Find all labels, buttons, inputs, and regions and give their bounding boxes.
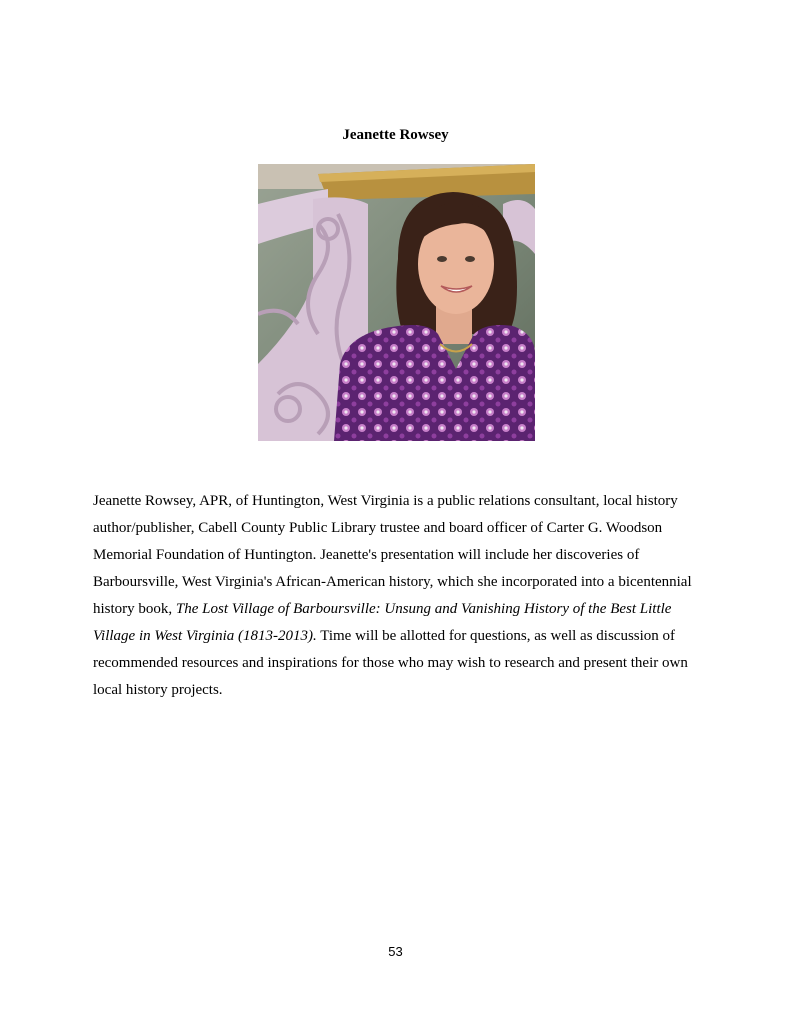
bio-paragraph xyxy=(93,488,699,704)
page-title: Jeanette Rowsey xyxy=(342,127,449,143)
book-title: The Lost Village of Barboursville: Unsung and Vanishing History of the Best Little Village in West Virginia (1813-2013). xyxy=(93,601,672,644)
portrait-photo xyxy=(258,164,535,441)
page-number: 53 xyxy=(388,944,403,959)
bio-text-part1: Jeanette Rowsey, APR, of Huntington, West Virginia is a public relations consultant, local history author/publisher, Cabell County Public Library trustee and board officer of Carter G. Woodson Memorial Foundation of Huntington. Jeanette's presentation will include her discoveries of Barboursville, West Virginia's African-American history, which she incorporated into a bicentennial history book, xyxy=(93,493,692,617)
bio-text-part2: Time will be allotted for questions, as well as discussion of recommended resources and inspirations for those who may wish to research and present their own local history projects. xyxy=(93,628,688,698)
